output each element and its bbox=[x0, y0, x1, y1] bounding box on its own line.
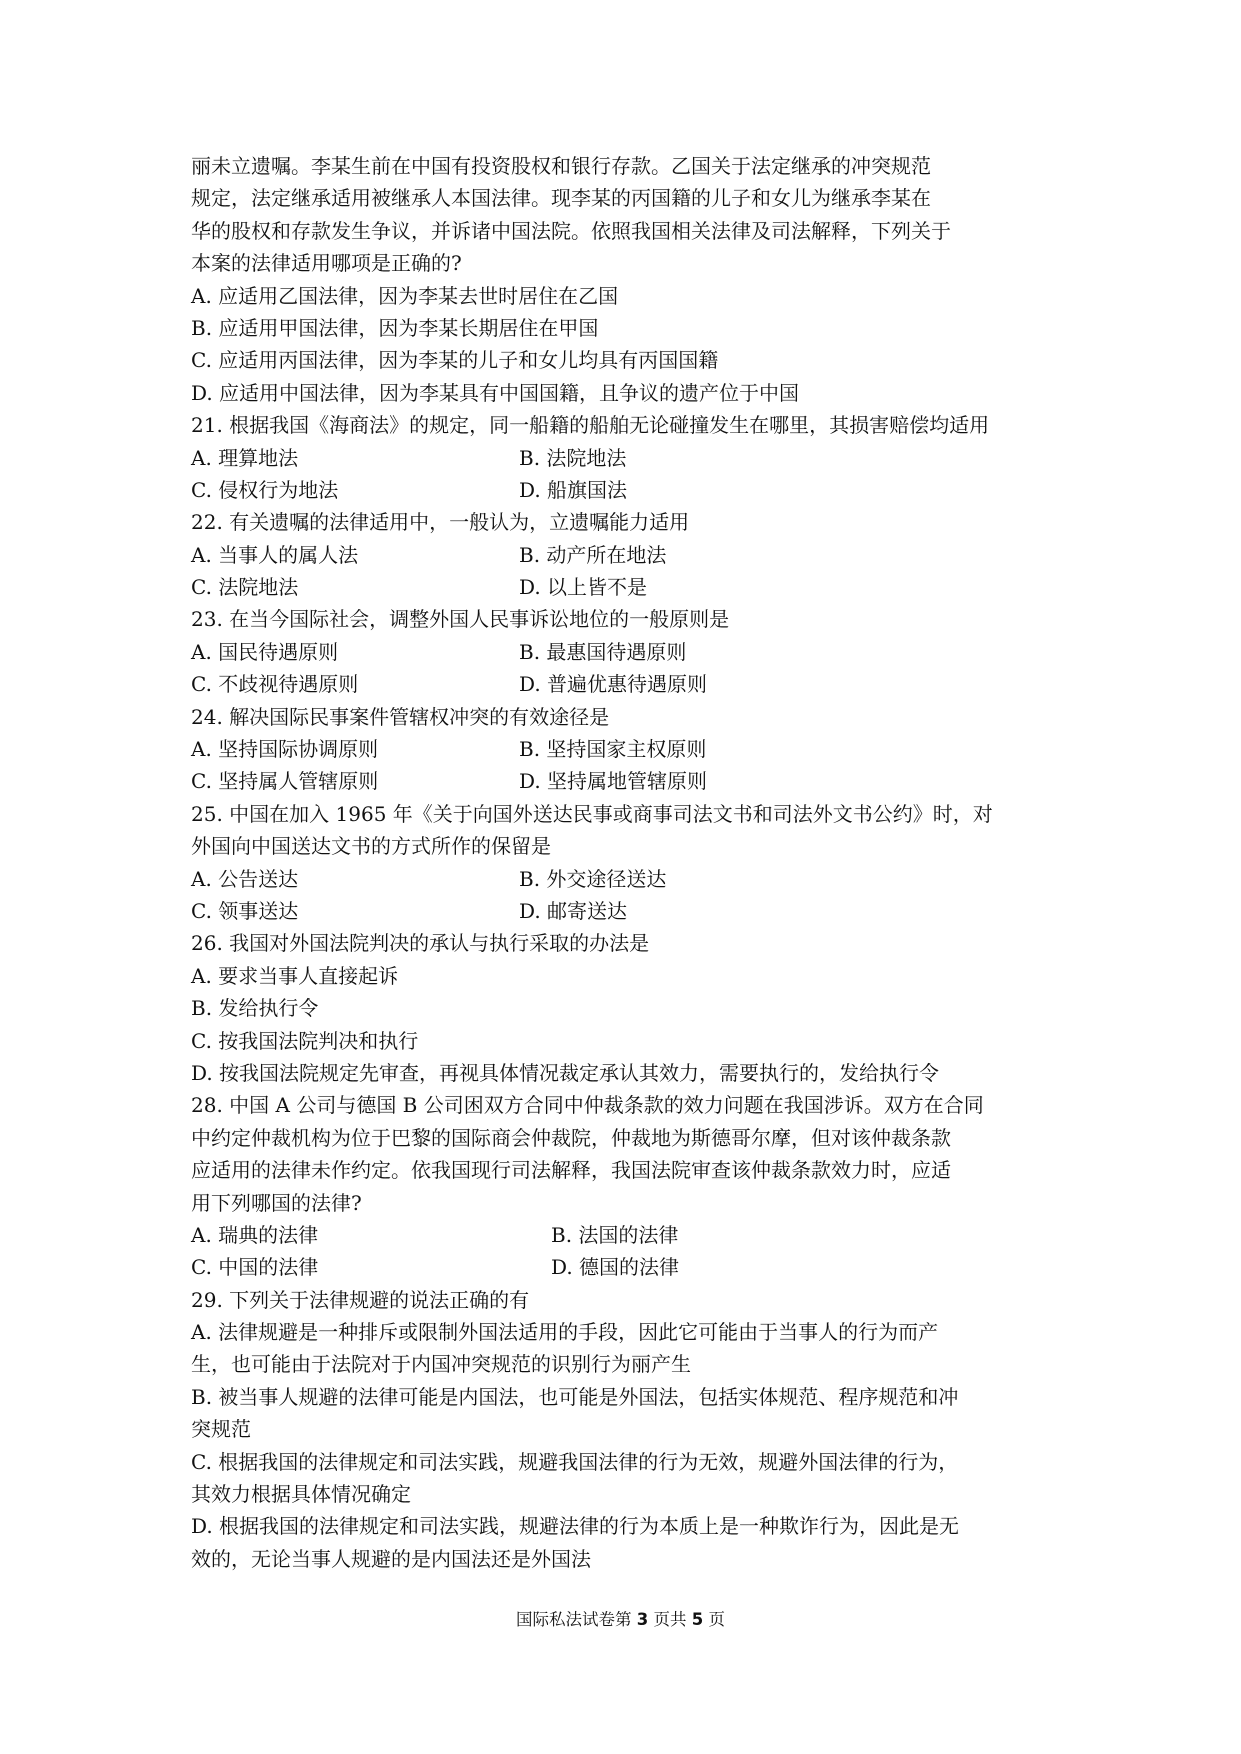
options-row bbox=[191, 474, 1071, 506]
answer-option: A. 坚持国际协调原则 bbox=[191, 737, 379, 762]
question-stem: 24. 解决国际民事案件管辖权冲突的有效途径是 bbox=[191, 704, 610, 729]
answer-option: D. 邮寄送达 bbox=[519, 898, 628, 923]
answer-option: C. 坚持属人管辖原则 bbox=[191, 769, 379, 794]
answer-option: B. 被当事人规避的法律可能是内国法，也可能是外国法，包括实体规范、程序规范和冲 bbox=[191, 1384, 959, 1409]
question-stem: 28. 中国 A 公司与德国 B 公司困双方合同中仲裁条款的效力问题在我国涉诉。双方在合同 bbox=[191, 1093, 984, 1118]
answer-option: D. 船旗国法 bbox=[519, 477, 628, 502]
answer-option: D. 坚持属地管辖原则 bbox=[519, 769, 708, 794]
question-stem: 23. 在当今国际社会，调整外国人民事诉讼地位的一般原则是 bbox=[191, 607, 730, 632]
answer-option: D. 普遍优惠待遇原则 bbox=[519, 672, 708, 697]
question-stem: 29. 下列关于法律规避的说法正确的有 bbox=[191, 1287, 530, 1312]
answer-option: A. 当事人的属人法 bbox=[191, 542, 359, 567]
answer-option: A. 瑞典的法律 bbox=[191, 1222, 319, 1247]
footer-middle: 页共 bbox=[653, 1610, 687, 1629]
answer-option-continuation: 突规范 bbox=[191, 1417, 251, 1442]
answer-option: B. 应适用甲国法律，因为李某长期居住在甲国 bbox=[191, 315, 599, 340]
footer-suffix: 页 bbox=[708, 1610, 725, 1629]
answer-option: A. 法律规避是一种排斥或限制外国法适用的手段，因此它可能由于当事人的行为而产 bbox=[191, 1320, 939, 1345]
options-row bbox=[191, 1219, 1071, 1251]
question-text-line: 规定，法定继承适用被继承人本国法律。现李某的丙国籍的儿子和女儿为继承李某在 bbox=[191, 186, 931, 211]
answer-option: D. 根据我国的法律规定和司法实践，规避法律的行为本质上是一种欺诈行为，因此是无 bbox=[191, 1514, 960, 1539]
answer-option: B. 坚持国家主权原则 bbox=[519, 737, 707, 762]
options-row bbox=[191, 733, 1071, 765]
answer-option: A. 国民待遇原则 bbox=[191, 639, 339, 664]
options-row bbox=[191, 571, 1071, 603]
answer-option: B. 法国的法律 bbox=[551, 1222, 679, 1247]
answer-option: A. 要求当事人直接起诉 bbox=[191, 963, 399, 988]
question-stem: 22. 有关遗嘱的法律适用中，一般认为，立遗嘱能力适用 bbox=[191, 510, 690, 535]
answer-option: A. 理算地法 bbox=[191, 445, 299, 470]
answer-option: C. 领事送达 bbox=[191, 898, 299, 923]
options-row bbox=[191, 863, 1071, 895]
footer-page-number: 3 bbox=[636, 1610, 649, 1629]
answer-option: B. 最惠国待遇原则 bbox=[519, 639, 687, 664]
answer-option: B. 法院地法 bbox=[519, 445, 627, 470]
answer-option: D. 以上皆不是 bbox=[519, 575, 648, 600]
answer-option: D. 德国的法律 bbox=[551, 1255, 680, 1280]
options-row bbox=[191, 636, 1071, 668]
answer-option: D. 按我国法院规定先审查，再视具体情况裁定承认其效力，需要执行的，发给执行令 bbox=[191, 1060, 940, 1085]
page-footer bbox=[0, 1606, 1241, 1630]
answer-option: C. 侵权行为地法 bbox=[191, 477, 339, 502]
answer-option-continuation: 效的，无论当事人规避的是内国法还是外国法 bbox=[191, 1546, 591, 1571]
options-row bbox=[191, 668, 1071, 700]
options-row bbox=[191, 539, 1071, 571]
options-row bbox=[191, 895, 1071, 927]
answer-option: C. 法院地法 bbox=[191, 575, 299, 600]
answer-option: B. 动产所在地法 bbox=[519, 542, 667, 567]
question-stem: 21. 根据我国《海商法》的规定，同一船籍的船舶无论碰撞发生在哪里，其损害赔偿均适用 bbox=[191, 413, 990, 438]
question-text-line: 华的股权和存款发生争议，并诉诸中国法院。依照我国相关法律及司法解释，下列关于 bbox=[191, 218, 951, 243]
options-row bbox=[191, 442, 1071, 474]
answer-option-continuation: 生，也可能由于法院对于内国冲突规范的识别行为丽产生 bbox=[191, 1352, 691, 1377]
answer-option: D. 应适用中国法律，因为李某具有中国国籍，且争议的遗产位于中国 bbox=[191, 380, 800, 405]
question-text-line: 本案的法律适用哪项是正确的? bbox=[191, 251, 462, 276]
question-stem: 26. 我国对外国法院判决的承认与执行采取的办法是 bbox=[191, 931, 650, 956]
options-row bbox=[191, 1251, 1071, 1283]
page-content bbox=[191, 150, 1071, 1575]
question-stem: 应适用的法律未作约定。依我国现行司法解释，我国法院审查该仲裁条款效力时，应适 bbox=[191, 1158, 951, 1183]
answer-option: A. 应适用乙国法律，因为李某去世时居住在乙国 bbox=[191, 283, 619, 308]
answer-option: C. 按我国法院判决和执行 bbox=[191, 1028, 419, 1053]
answer-option-continuation: 其效力根据具体情况确定 bbox=[191, 1482, 411, 1507]
answer-option: A. 公告送达 bbox=[191, 866, 299, 891]
answer-option: C. 根据我国的法律规定和司法实践，规避我国法律的行为无效，规避外国法律的行为， bbox=[191, 1449, 959, 1474]
question-stem: 外国向中国送达文书的方式所作的保留是 bbox=[191, 834, 551, 859]
question-stem: 25. 中国在加入 1965 年《关于向国外送达民事或商事司法文书和司法外文书公约》时，对 bbox=[191, 801, 993, 826]
question-stem: 用下列哪国的法律? bbox=[191, 1190, 362, 1215]
footer-total-pages: 5 bbox=[691, 1610, 704, 1629]
question-stem: 中约定仲裁机构为位于巴黎的国际商会仲裁院，仲裁地为斯德哥尔摩，但对该仲裁条款 bbox=[191, 1125, 951, 1150]
answer-option: B. 外交途径送达 bbox=[519, 866, 667, 891]
answer-option: C. 不歧视待遇原则 bbox=[191, 672, 359, 697]
answer-option: C. 应适用丙国法律，因为李某的儿子和女儿均具有丙国国籍 bbox=[191, 348, 719, 373]
answer-option: C. 中国的法律 bbox=[191, 1255, 319, 1280]
question-text-line: 丽未立遗嘱。李某生前在中国有投资股权和银行存款。乙国关于法定继承的冲突规范 bbox=[191, 154, 931, 178]
options-row bbox=[191, 765, 1071, 797]
answer-option: B. 发给执行令 bbox=[191, 996, 319, 1021]
footer-prefix: 国际私法试卷第 bbox=[516, 1610, 632, 1629]
